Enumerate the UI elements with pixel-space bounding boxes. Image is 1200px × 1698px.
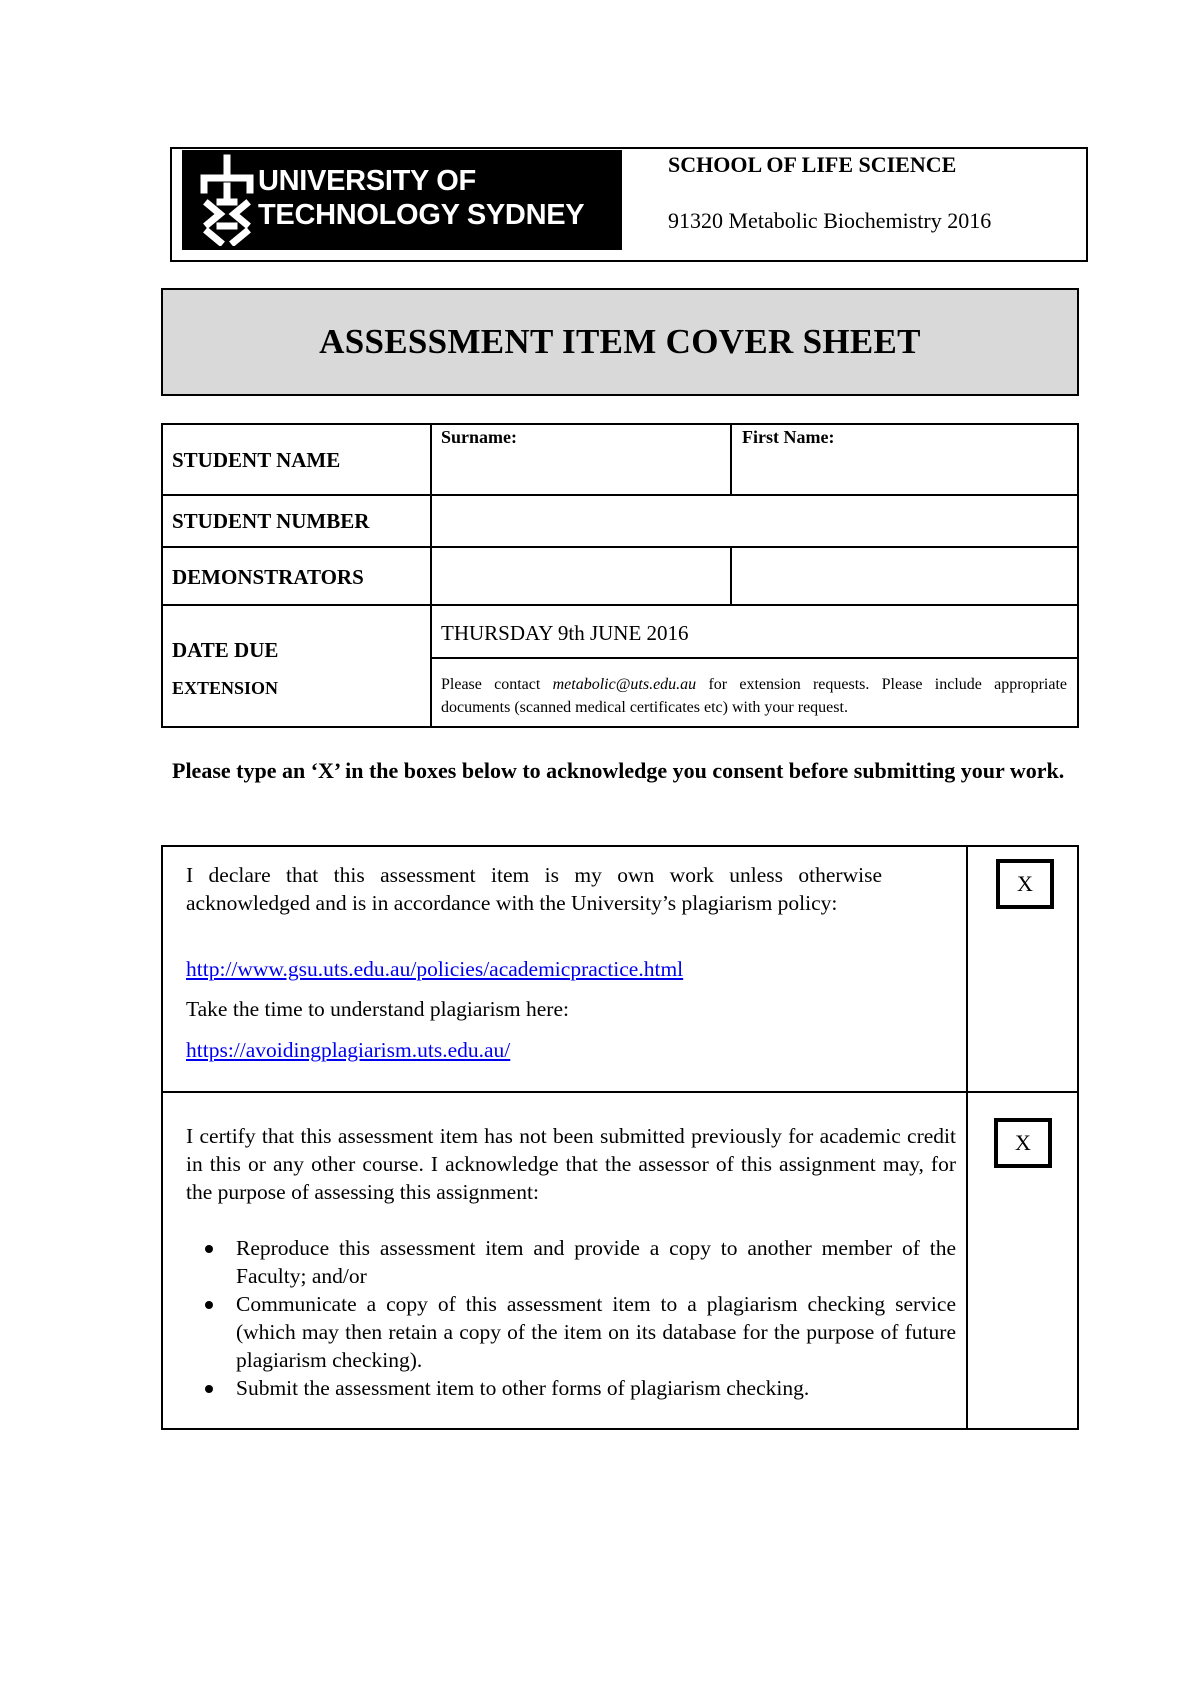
declaration-1-text: I declare that this assessment item is my own work unless otherwise acknowledged and is in accordance with the University’s plagiarism policy: (186, 863, 882, 915)
declaration-2-text: I certify that this assessment item has not been submitted previously for academic credit in this or any other course. I acknowledge that the assessor of this assignment may, for the purpose of assessing this assignment: (186, 1124, 956, 1204)
logo-line-1: UNIVERSITY OF (258, 165, 476, 197)
title-box (161, 288, 1079, 396)
list-item: Reproduce this assessment item and provide a copy to another member of the Faculty; and/or (186, 1234, 956, 1290)
consent-checkbox-1[interactable]: X (996, 859, 1054, 909)
extension-email: metabolic@uts.edu.au (552, 676, 697, 693)
consent-instruction: Please type an ‘X’ in the boxes below to acknowledge you consent before submitting your work. (172, 758, 1065, 783)
policy-link[interactable]: http://www.gsu.uts.edu.au/policies/academicpractice.html (186, 957, 684, 981)
avoiding-plagiarism-link[interactable]: https://avoidingplagiarism.uts.edu.au/ (186, 1038, 511, 1062)
consent-checkbox-2[interactable]: X (994, 1118, 1052, 1168)
school-name: SCHOOL OF LIFE SCIENCE (668, 152, 957, 177)
declaration-2-bullets (186, 1234, 956, 1402)
demonstrator-field-1[interactable] (432, 548, 728, 604)
list-item: Submit the assessment item to other forms of plagiarism checking. (186, 1374, 956, 1402)
surname-label: Surname: (441, 427, 517, 447)
extension-label: EXTENSION (172, 678, 279, 698)
surname-field[interactable] (432, 450, 728, 492)
page-title: ASSESSMENT ITEM COVER SHEET (319, 322, 921, 361)
declaration-1-note: Take the time to understand plagiarism here: (186, 997, 569, 1021)
date-due-value: THURSDAY 9th JUNE 2016 (441, 621, 689, 645)
date-due-label: DATE DUE (172, 638, 279, 662)
student-name-label: STUDENT NAME (172, 448, 341, 472)
student-number-field[interactable] (432, 496, 1075, 546)
logo-line-2: TECHNOLOGY SYDNEY (258, 199, 585, 231)
logo-text (258, 164, 584, 232)
course-name: 91320 Metabolic Biochemistry 2016 (668, 208, 992, 233)
first-name-field[interactable] (732, 450, 1075, 492)
demonstrator-field-2[interactable] (732, 548, 1075, 604)
student-number-label: STUDENT NUMBER (172, 509, 370, 533)
uts-logo-icon (196, 154, 258, 246)
list-item: Communicate a copy of this assessment item to a plagiarism checking service (which may then retain a copy of the item on its database for the purpose of future plagiarism checking). (186, 1290, 956, 1374)
demonstrators-label: DEMONSTRATORS (172, 565, 364, 589)
extension-note: Please contact metabolic@uts.edu.au for extension requests. Please include appropriate documents (scanned medical certificates etc) with your request. (441, 676, 1067, 716)
first-name-label: First Name: (742, 427, 835, 447)
